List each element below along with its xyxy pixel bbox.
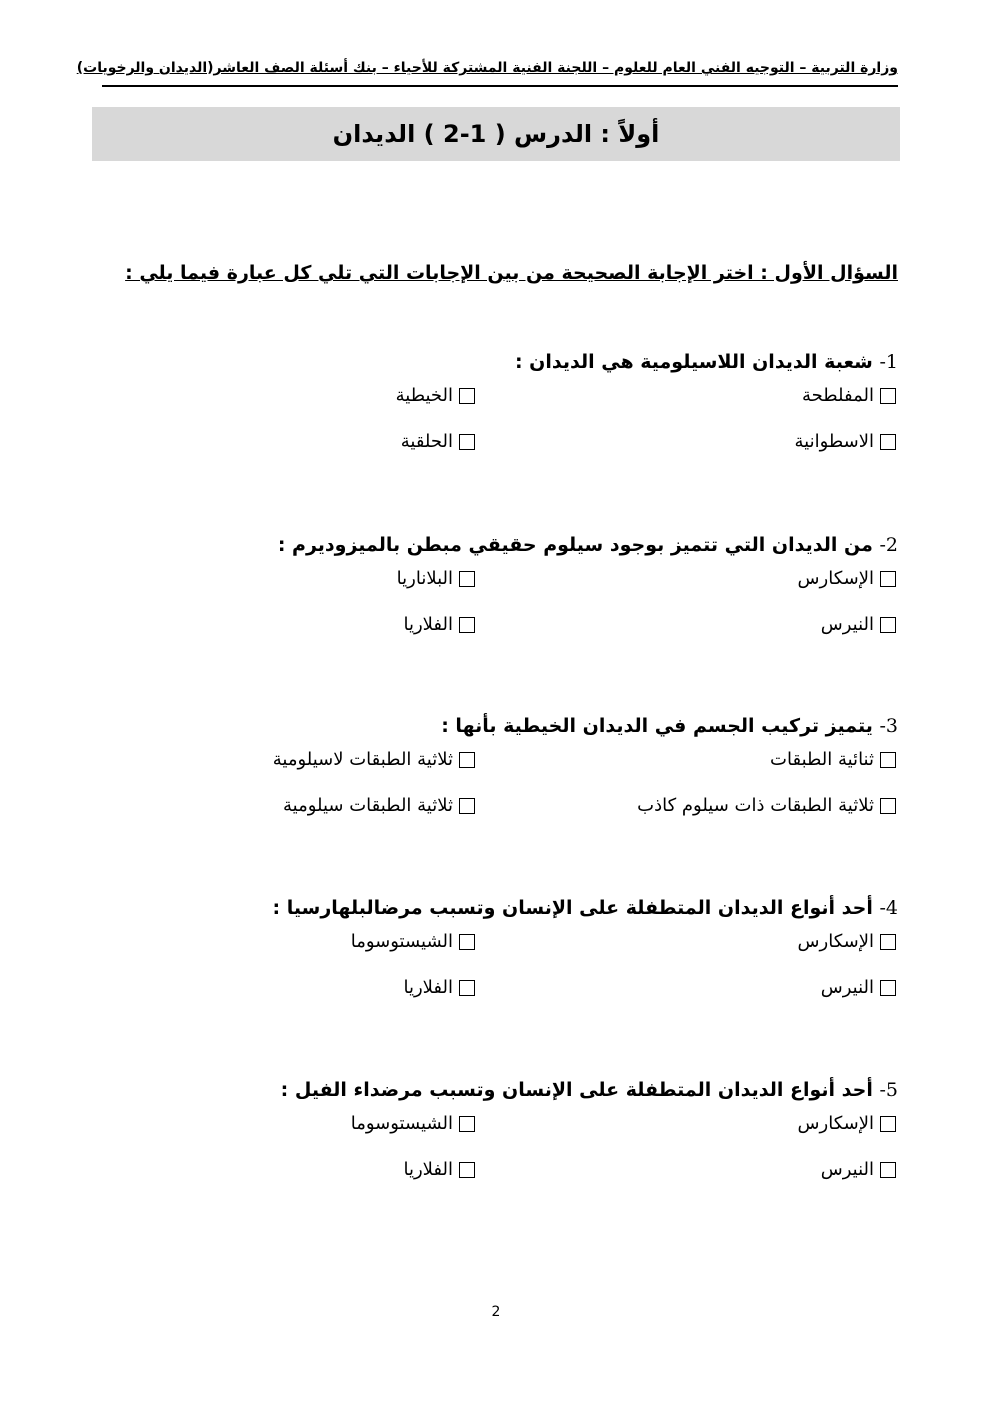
question-number: 3- — [879, 715, 898, 737]
checkbox[interactable] — [880, 1116, 896, 1132]
question-3 — [98, 711, 898, 833]
checkbox[interactable] — [880, 752, 896, 768]
options-row — [98, 969, 898, 1015]
checkbox[interactable] — [880, 571, 896, 587]
checkbox[interactable] — [880, 388, 896, 404]
option-3b[interactable] — [273, 749, 475, 770]
checkbox[interactable] — [459, 980, 475, 996]
option-2c[interactable] — [821, 614, 896, 635]
option-2a[interactable] — [798, 568, 896, 589]
option-2d[interactable] — [403, 614, 475, 635]
question-title — [98, 893, 898, 923]
options-row — [98, 606, 898, 652]
question-5 — [98, 1075, 898, 1197]
option-label: ثنائية الطبقات — [770, 749, 874, 770]
option-1b[interactable] — [396, 385, 475, 406]
options-row — [98, 787, 898, 833]
option-5c[interactable] — [821, 1159, 896, 1180]
option-label: الحلقية — [400, 431, 453, 452]
checkbox[interactable] — [459, 617, 475, 633]
question-text: أحد أنواع الديدان المتطفلة على الإنسان وتسبب مرضداء الفيل : — [280, 1079, 873, 1101]
option-label: الاسطوانية — [794, 431, 874, 452]
question-2 — [98, 530, 898, 652]
checkbox[interactable] — [880, 1162, 896, 1178]
checkbox[interactable] — [459, 571, 475, 587]
checkbox[interactable] — [459, 1116, 475, 1132]
option-label: النيرس — [820, 614, 874, 635]
question-4 — [98, 893, 898, 1015]
option-label: الفلاريا — [403, 1159, 453, 1180]
options-row — [98, 377, 898, 423]
question-title — [98, 1075, 898, 1105]
options-row — [98, 1105, 898, 1151]
option-label: البلاناريا — [396, 568, 453, 589]
checkbox[interactable] — [459, 798, 475, 814]
checkbox[interactable] — [880, 617, 896, 633]
option-4d[interactable] — [403, 977, 475, 998]
question-1 — [98, 347, 898, 469]
option-label: الإسكارس — [797, 931, 874, 952]
option-label: الشيستوسوما — [350, 1113, 453, 1134]
question-number: 5- — [879, 1079, 898, 1101]
option-5b[interactable] — [351, 1113, 475, 1134]
lesson-title: أولاً : الدرس ( 1-2 ) الديدان — [332, 120, 660, 148]
option-label: الإسكارس — [797, 1113, 874, 1134]
options-row — [98, 1151, 898, 1197]
option-5d[interactable] — [403, 1159, 475, 1180]
question-number: 4- — [879, 897, 898, 919]
question-title — [98, 711, 898, 741]
option-label: الإسكارس — [797, 568, 874, 589]
option-label: ثلاثية الطبقات سيلومية — [283, 795, 453, 816]
question-text: من الديدان التي تتميز بوجود سيلوم حقيقي مبطن بالميزوديرم : — [277, 534, 873, 556]
option-4a[interactable] — [798, 931, 896, 952]
option-3c[interactable] — [637, 795, 896, 816]
checkbox[interactable] — [880, 980, 896, 996]
option-3a[interactable] — [770, 749, 896, 770]
option-label: الفلاريا — [403, 977, 453, 998]
question-text: يتميز تركيب الجسم في الديدان الخيطية بأنها : — [441, 715, 873, 737]
checkbox[interactable] — [880, 798, 896, 814]
option-label: النيرس — [820, 1159, 874, 1180]
question-instruction: السؤال الأول : اختر الإجابة الصحيحة من بين الإجابات التي تلي كل عبارة فيما يلي : — [125, 262, 898, 284]
option-1d[interactable] — [401, 431, 475, 452]
option-2b[interactable] — [397, 568, 475, 589]
option-4b[interactable] — [351, 931, 475, 952]
question-text: أحد أنواع الديدان المتطفلة على الإنسان وتسبب مرضالبلهارسيا : — [272, 897, 873, 919]
option-4c[interactable] — [821, 977, 896, 998]
checkbox[interactable] — [880, 934, 896, 950]
option-1a[interactable] — [802, 385, 896, 406]
checkbox[interactable] — [459, 934, 475, 950]
checkbox[interactable] — [459, 752, 475, 768]
question-number: 2- — [879, 534, 898, 556]
checkbox[interactable] — [459, 1162, 475, 1178]
header-rule — [102, 85, 898, 87]
lesson-banner — [92, 107, 900, 161]
options-row — [98, 923, 898, 969]
question-title — [98, 347, 898, 377]
options-row — [98, 741, 898, 787]
option-1c[interactable] — [794, 431, 896, 452]
option-3d[interactable] — [283, 795, 475, 816]
option-label: ثلاثية الطبقات ذات سيلوم كاذب — [637, 795, 874, 816]
question-title — [98, 530, 898, 560]
question-number: 1- — [879, 351, 898, 373]
option-label: النيرس — [820, 977, 874, 998]
option-5a[interactable] — [798, 1113, 896, 1134]
option-label: ثلاثية الطبقات لاسيلومية — [272, 749, 453, 770]
checkbox[interactable] — [459, 388, 475, 404]
options-row — [98, 560, 898, 606]
option-label: الفلاريا — [403, 614, 453, 635]
option-label: الشيستوسوما — [350, 931, 453, 952]
checkbox[interactable] — [459, 434, 475, 450]
question-text: شعبة الديدان اللاسيلومية هي الديدان : — [514, 351, 873, 373]
options-row — [98, 423, 898, 469]
option-label: المفلطحة — [802, 385, 874, 406]
page-header: وزارة التربية – التوجيه الفني العام للعلوم – اللجنة الفنية المشتركة للأحياء – بنك أسئلة الصف العاشر(الديدان والرخويات) — [76, 60, 898, 76]
option-label: الخيطية — [395, 385, 453, 406]
checkbox[interactable] — [880, 434, 896, 450]
page-number: 2 — [491, 1304, 501, 1320]
